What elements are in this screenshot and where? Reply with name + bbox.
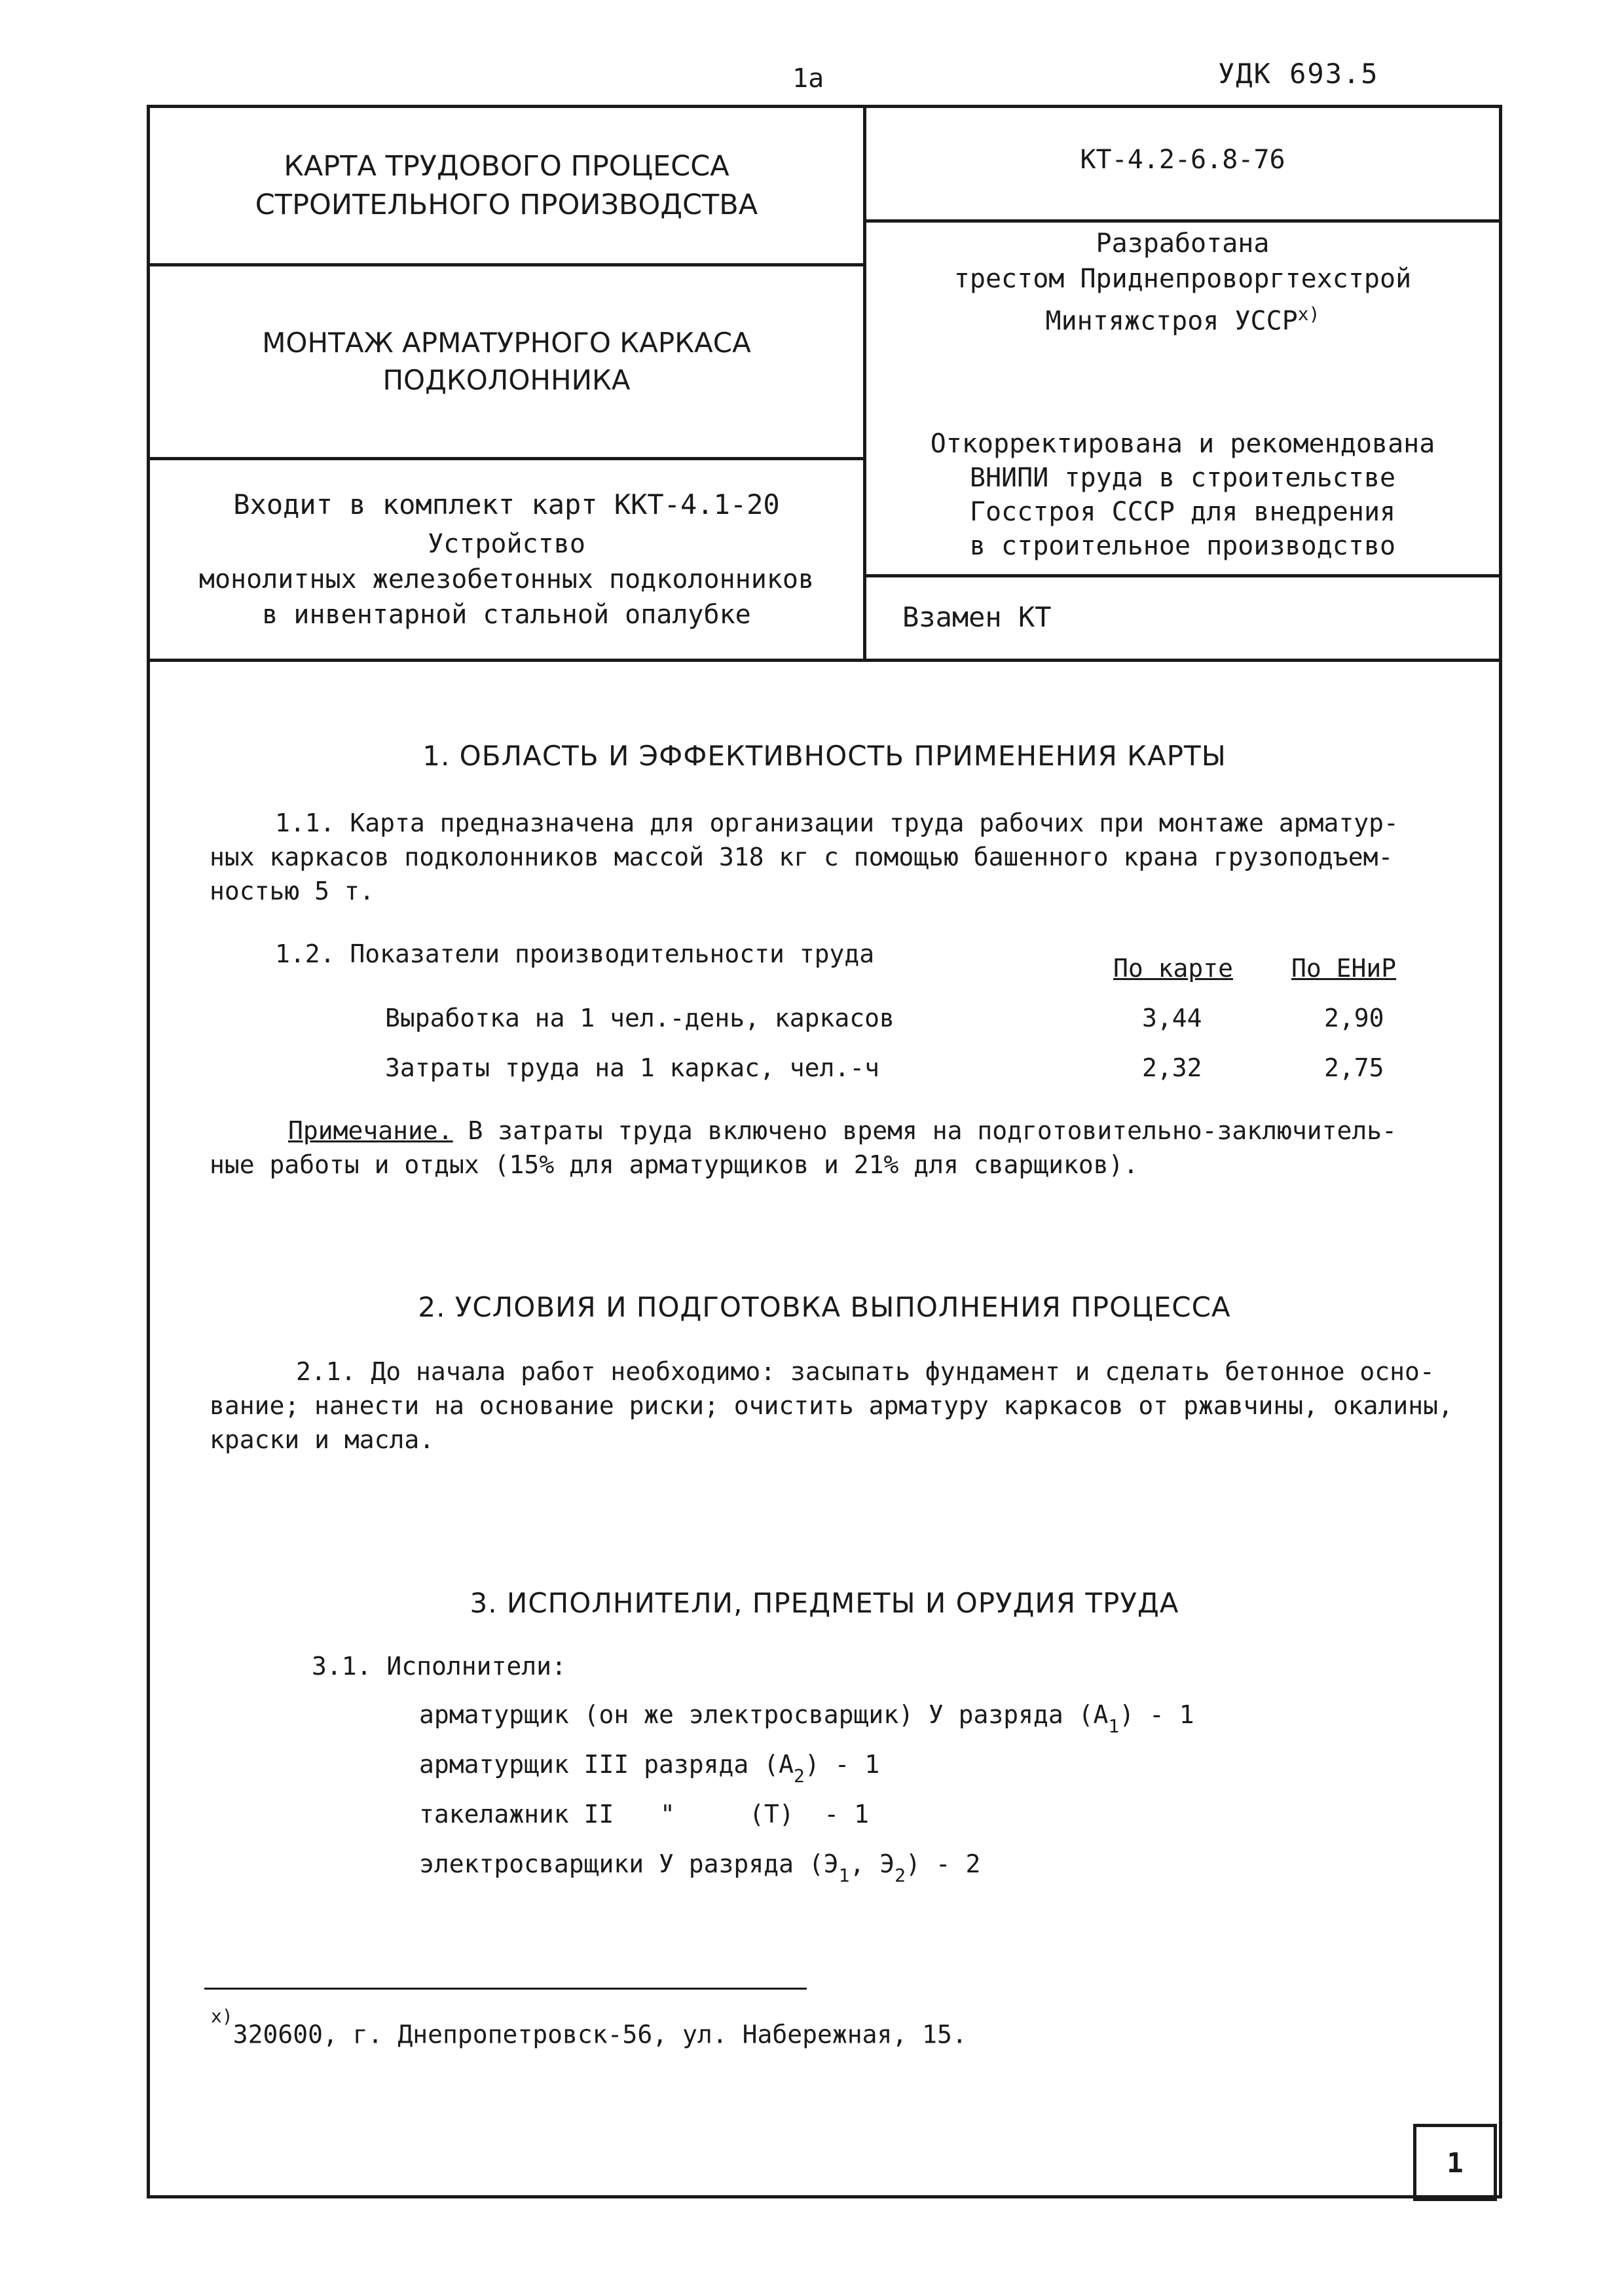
- worker-4-sub2: 2: [895, 1865, 906, 1886]
- developed-line3: Минтяжстроя УССР: [1045, 306, 1298, 337]
- footnote-rule: [204, 1988, 807, 1990]
- p21-line2: вание; нанести на основание риски; очистить арматуру каркасов от ржавчины, окалины,: [210, 1391, 1453, 1420]
- table-col2-header: По ЕНиР: [1291, 954, 1397, 983]
- table-row1-v1: 3,44: [1142, 1004, 1202, 1032]
- developed-by: [866, 226, 1499, 344]
- subject-line1: МОНТАЖ АРМАТУРНОГО КАРКАСА: [262, 326, 751, 359]
- worker-2-text: арматурщик III разряда (А: [419, 1750, 794, 1779]
- corrected-line4: в строительное производство: [969, 531, 1396, 561]
- p12-label: 1.2. Показатели производительности труда: [275, 939, 875, 968]
- card-code-text: КТ-4.2-6.8-76: [1080, 145, 1285, 175]
- card-code: [866, 108, 1499, 219]
- footnote-text: 320600, г. Днепропетровск-56, ул. Набережная, 15.: [232, 2020, 967, 2049]
- table-row2-label: Затраты труда на 1 каркас, чел.-ч: [385, 1053, 879, 1082]
- page-number: [1413, 2124, 1497, 2201]
- table-row2-v1: 2,32: [1142, 1053, 1202, 1082]
- note-label: Примечание.: [288, 1116, 453, 1145]
- p31-label: 3.1. Исполнители:: [312, 1652, 566, 1681]
- footnote: [211, 2005, 967, 2049]
- worker-3-end: (Т) - 1: [749, 1800, 870, 1829]
- p11-line3: ностью 5 т.: [210, 877, 375, 905]
- table-row1-label: Выработка на 1 чел.-день, каркасов: [385, 1004, 895, 1032]
- title-block-bottom: [147, 659, 1502, 662]
- note-text1: В затраты труда включено время на подготовительно-заключитель-: [452, 1116, 1397, 1145]
- section3-title: 3. ИСПОЛНИТЕЛИ, ПРЕДМЕТЫ И ОРУДИЯ ТРУДА: [470, 1587, 1179, 1619]
- worker-4-end: ) - 2: [905, 1850, 981, 1878]
- worker-4-sub1: 1: [838, 1865, 850, 1886]
- worker-1-end: ) - 1: [1119, 1700, 1194, 1729]
- worker-3: [419, 1802, 614, 1827]
- worker-4-text: электросварщики У разряда (Э: [419, 1850, 839, 1878]
- developed-line2: трестом Приднепроворгтехстрой: [953, 264, 1412, 294]
- worker-1-sub: 1: [1108, 1715, 1120, 1737]
- card-subject: [150, 266, 863, 457]
- title-block-line: [863, 574, 1502, 577]
- corrected-line1: Откорректирована и рекомендована: [930, 429, 1435, 459]
- udk-code: УДК 693.5: [1218, 58, 1379, 90]
- developed-line1: Разработана: [1096, 228, 1270, 259]
- worker-2: [419, 1752, 879, 1785]
- worker-3-text: такелажник II: [419, 1800, 614, 1829]
- card-title-line2: СТРОИТЕЛЬНОГО ПРОИЗВОДСТВА: [255, 188, 758, 221]
- corrected-line2: ВНИПИ труда в строительстве: [969, 463, 1396, 493]
- corrected-line3: Госстроя СССР для внедрения: [969, 497, 1396, 527]
- table-row2-v2: 2,75: [1324, 1053, 1384, 1082]
- card-title: [150, 108, 863, 263]
- worker-2-end: ) - 1: [804, 1750, 880, 1779]
- worker-3-ditto: ": [660, 1800, 675, 1829]
- subject-line2: ПОДКОЛОННИКА: [382, 363, 631, 396]
- set-line3: монолитных железобетонных подколонников: [198, 564, 815, 594]
- section2-title: 2. УСЛОВИЯ И ПОДГОТОВКА ВЫПОЛНЕНИЯ ПРОЦЕССА: [418, 1291, 1231, 1323]
- developed-line3-wrap: [1045, 297, 1320, 338]
- note-line2: ные работы и отдых (15% для арматурщиков и 21% для сварщиков).: [210, 1150, 1139, 1179]
- worker-1: [419, 1702, 1194, 1736]
- footnote-mark: x): [211, 2005, 233, 2027]
- set-line2: Устройство: [428, 528, 585, 559]
- worker-2-sub: 2: [793, 1765, 805, 1787]
- card-title-line1: КАРТА ТРУДОВОГО ПРОЦЕССА: [284, 150, 729, 183]
- p21-line3: краски и масла.: [210, 1425, 435, 1454]
- p11-line2: ных каркасов подколонников массой 318 кг с помощью башенного крана грузоподъем-: [210, 843, 1393, 871]
- p11-line1: 1.1. Карта предназначена для организации труда рабочих при монтаже арматур-: [275, 809, 1399, 837]
- corrected-by: [866, 427, 1499, 571]
- page-marker: 1a: [792, 64, 824, 94]
- worker-4-mid: , Э: [849, 1850, 895, 1878]
- section1-title: 1. ОБЛАСТЬ И ЭФФЕКТИВНОСТЬ ПРИМЕНЕНИЯ КАРТЫ: [422, 740, 1227, 772]
- title-block-line: [863, 219, 1502, 223]
- card-set: [150, 460, 863, 659]
- table-row1-v2: 2,90: [1324, 1004, 1384, 1032]
- p21-line1: 2.1. До начала работ необходимо: засыпать фундамент и сделать бетонное осно-: [296, 1357, 1435, 1386]
- set-line1: Входит в комплект карт ККТ-4.1-20: [233, 488, 780, 520]
- worker-1-text: арматурщик (он же электросварщик) У разряда (А: [419, 1700, 1109, 1729]
- replaces: Взамен КТ: [902, 601, 1052, 633]
- page-number-text: 1: [1447, 2146, 1464, 2179]
- worker-4: [419, 1851, 980, 1885]
- set-line4: в инвентарной стальной опалубке: [262, 599, 751, 630]
- developed-footnote-mark: x): [1297, 303, 1320, 325]
- note-line1: [288, 1118, 1397, 1143]
- table-col1-header: По карте: [1113, 954, 1234, 983]
